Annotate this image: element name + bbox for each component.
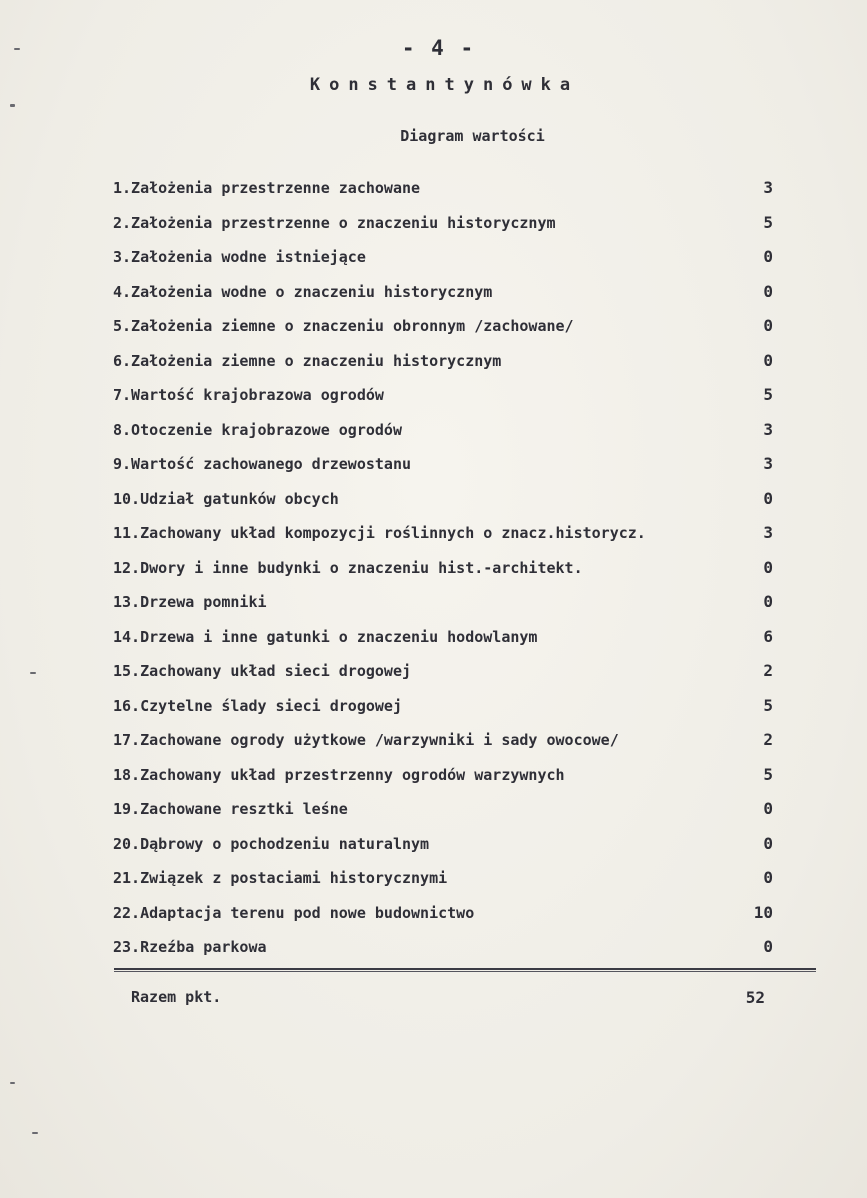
list-item	[113, 316, 773, 351]
item-label: 15.Zachowany układ sieci drogowej	[113, 662, 412, 680]
item-label: 18.Zachowany układ przestrzenny ogrodów warzywnych	[113, 765, 565, 784]
list-item	[113, 489, 773, 524]
list-item	[113, 696, 773, 731]
item-label: 13.Drzewa pomniki	[113, 593, 267, 611]
list-item	[113, 627, 773, 662]
list-item	[113, 592, 773, 627]
item-value: 5	[763, 764, 773, 784]
item-value: 0	[763, 937, 773, 956]
total-label: Razem pkt.	[131, 988, 222, 1006]
item-value: 0	[763, 247, 773, 266]
item-label: 21.Związek z postaciami historycznymi	[113, 869, 448, 887]
item-label: 17.Zachowane ogrody użytkowe /warzywniki i sady owocowe/	[113, 731, 619, 749]
item-value: 3	[763, 178, 773, 197]
item-value: 5	[763, 695, 773, 715]
list-item	[113, 903, 773, 938]
item-value: 2	[763, 730, 773, 749]
item-label: 12.Dwory i inne budynki o znaczeniu hist.-architekt.	[113, 558, 583, 577]
item-label: 14.Drzewa i inne gatunki o znaczeniu hodowlanym	[113, 627, 538, 646]
margin-mark	[30, 672, 36, 674]
item-label: 11.Zachowany układ kompozycji roślinnych o znacz.historycz.	[113, 524, 646, 542]
item-value: 0	[763, 592, 773, 611]
item-value: 0	[763, 799, 773, 818]
page-number: - 4 -	[401, 36, 476, 60]
list-item	[113, 282, 773, 317]
item-value: 0	[763, 281, 773, 301]
list-item	[113, 454, 773, 489]
item-value: 5	[763, 212, 773, 232]
item-label: 7.Wartość krajobrazowa ogrodów	[113, 386, 384, 404]
item-value: 0	[763, 868, 773, 887]
item-value: 3	[763, 523, 773, 542]
item-label: 22.Adaptacja terenu pod nowe budownictwo	[113, 903, 475, 922]
item-value: 2	[763, 661, 773, 680]
item-value: 0	[763, 316, 773, 335]
list-item	[113, 385, 773, 420]
item-value: 0	[763, 488, 773, 508]
document-subtitle: Diagram wartości	[400, 127, 545, 145]
list-item	[113, 420, 773, 455]
list-item	[113, 730, 773, 765]
item-value: 0	[763, 833, 773, 853]
margin-mark	[10, 1082, 15, 1084]
item-label: 10.Udział gatunków obcych	[113, 489, 339, 508]
list-item	[113, 868, 773, 903]
list-item	[113, 178, 773, 213]
list-item	[113, 937, 773, 972]
item-value: 0	[763, 350, 773, 370]
item-label: 16.Czytelne ślady sieci drogowej	[113, 696, 402, 715]
item-label: 5.Założenia ziemne o znaczeniu obronnym /zachowane/	[113, 317, 574, 335]
list-item	[113, 523, 773, 558]
item-label: 19.Zachowane resztki leśne	[113, 800, 348, 818]
item-label: 2.Założenia przestrzenne o znaczeniu historycznym	[113, 213, 556, 232]
list-item	[113, 351, 773, 386]
item-label: 3.Założenia wodne istniejące	[113, 248, 366, 266]
item-label: 9.Wartość zachowanego drzewostanu	[113, 455, 412, 473]
margin-mark	[10, 104, 15, 107]
list-item	[113, 661, 773, 696]
item-label: 6.Założenia ziemne o znaczeniu historycznym	[113, 351, 502, 370]
list-item	[113, 799, 773, 834]
list-item	[113, 213, 773, 248]
list-item	[113, 765, 773, 800]
total-value: 52	[745, 988, 765, 1007]
item-value: 5	[763, 385, 773, 404]
item-label: 20.Dąbrowy o pochodzeniu naturalnym	[113, 834, 430, 853]
total-divider	[114, 968, 816, 972]
item-value: 3	[763, 454, 773, 473]
list-item	[113, 558, 773, 593]
item-value: 10	[753, 902, 773, 922]
item-value: 3	[763, 419, 773, 439]
list-item	[113, 247, 773, 282]
item-label: 4.Założenia wodne o znaczeniu historycznym	[113, 282, 493, 301]
list-item	[113, 834, 773, 869]
item-value: 0	[763, 557, 773, 577]
value-list	[113, 178, 773, 972]
item-label: 8.Otoczenie krajobrazowe ogrodów	[113, 420, 402, 439]
item-value: 6	[763, 626, 773, 646]
item-label: 1.Założenia przestrzenne zachowane	[113, 179, 421, 197]
document-title: Konstantynówka	[309, 75, 580, 95]
margin-mark	[32, 1132, 38, 1134]
item-label: 23.Rzeźba parkowa	[113, 938, 267, 956]
